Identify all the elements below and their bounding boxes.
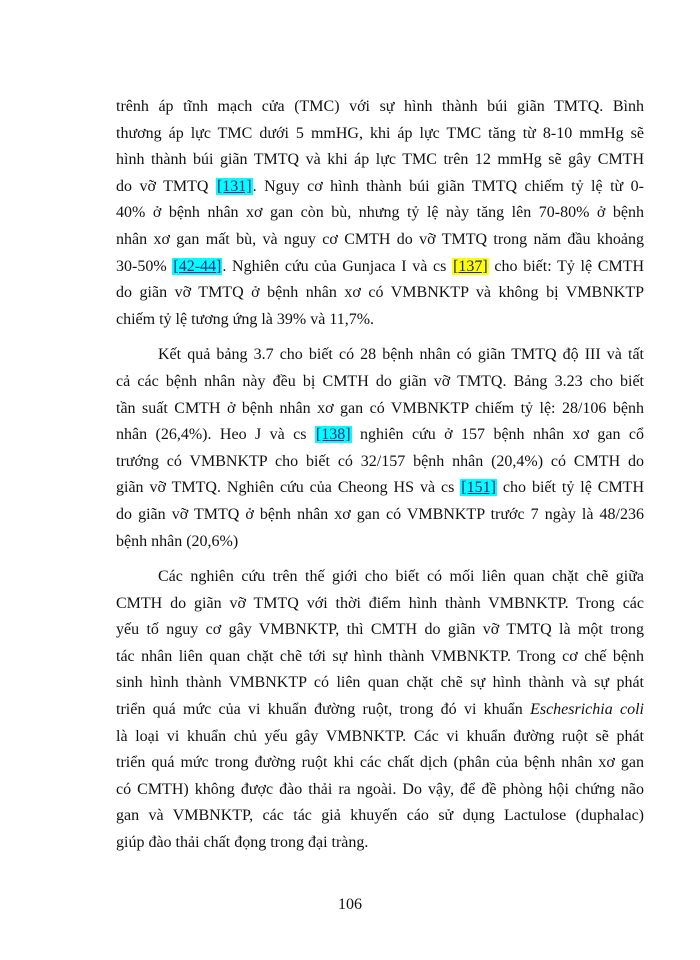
text-line: có CMTH) không được đào thải ra ngoài. Do vậy, để đề phòng hội chứng não: [116, 780, 644, 798]
text-run: do vỡ TMTQ: [116, 177, 216, 195]
text-run: . Nghiên cứu của Gunjaca I và cs: [222, 257, 453, 275]
paragraph-1: [116, 94, 644, 333]
text-line: triển quá mức trong đường ruột khi các chất dịch (phân của bệnh nhân xơ gan: [116, 754, 644, 772]
text-run: cho biết tỷ lệ CMTH: [496, 479, 645, 497]
text-line: yếu tố nguy cơ gây VMBNKTP, thì CMTH do giãn vỡ TMTQ là một trong: [116, 621, 644, 639]
citation-link[interactable]: [131]: [216, 177, 252, 195]
text-line: [116, 174, 644, 201]
text-line: nhân xơ gan mất bù, và nguy cơ CMTH do vỡ TMTQ trong năm đầu khoảng: [116, 230, 644, 248]
citation-link[interactable]: [151]: [461, 479, 496, 497]
citation-link[interactable]: [138]: [315, 426, 351, 444]
text-line: [116, 422, 644, 449]
text-line: [116, 254, 644, 281]
citation-link[interactable]: [42-44]: [173, 257, 222, 275]
page-number: 106: [338, 896, 362, 913]
text-line: chiếm tỷ lệ tương ứng là 39% và 11,7%.: [116, 310, 375, 328]
text-line: Các nghiên cứu trên thế giới cho biết có mối liên quan chặt chẽ giữa: [158, 568, 644, 586]
text-line: sinh hình thành VMBNKTP có liên quan chặt chẽ sự hình thành và sự phát: [116, 674, 644, 692]
text-line: 40% ở bệnh nhân xơ gan còn bù, nhưng tỷ lệ này tăng lên 70-80% ở bệnh: [116, 204, 644, 222]
text-line: CMTH do giãn vỡ TMTQ với thời điểm hình thành VMBNKTP. Trong các: [116, 594, 644, 612]
paragraph-2: [116, 342, 644, 555]
body-text: [116, 94, 644, 857]
text-line: bệnh nhân (20,6%): [116, 532, 239, 550]
text-line: trướng có VMBNKTP cho biết có 32/157 bệnh nhân (20,4%) có CMTH do: [116, 452, 644, 470]
text-line: hình thành búi giãn TMTQ và khi áp lực TMC trên 12 mmHg sẽ gây CMTH: [116, 151, 644, 169]
text-run: triển quá mức của vi khuẩn đường ruột, trong đó vi khuẩn: [116, 701, 531, 719]
text-line: do giãn vỡ TMTQ ở bệnh nhân xơ có VMBNKTP và không bị VMBNKTP: [116, 284, 644, 302]
paragraph-gap: [116, 333, 644, 342]
text-line: cả các bệnh nhân này đều bị CMTH do giãn vỡ TMTQ. Bảng 3.23 cho biết: [116, 372, 644, 390]
text-line: tần suất CMTH ở bệnh nhân xơ gan có VMBNKTP chiếm tỷ lệ: 28/106 bệnh: [116, 399, 644, 417]
text-run: nhân (26,4%). Heo J và cs: [116, 426, 315, 444]
text-line: tác nhân liên quan chặt chẽ tới sự hình thành VMBNKTP. Trong cơ chế bệnh: [116, 647, 644, 665]
text-line: trênh áp tĩnh mạch cửa (TMC) với sự hình thành búi giãn TMTQ. Bình: [116, 98, 644, 115]
text-line: là loại vi khuẩn chủ yếu gây VMBNKTP. Các vi khuẩn đường ruột sẽ phát: [116, 727, 644, 745]
text-line: do giãn vỡ TMTQ ở bệnh nhân xơ gan có VMBNKTP trước 7 ngày là 48/236: [116, 505, 644, 523]
text-line: gan và VMBNKTP, các tác giả khuyến cáo sử dụng Lactulose (duphalac): [116, 807, 644, 825]
text-line: Kết quả bảng 3.7 cho biết có 28 bệnh nhân có giãn TMTQ độ III và tất: [158, 346, 644, 364]
text-run: 30-50%: [116, 257, 173, 275]
paragraph-gap: [116, 555, 644, 564]
text-line: giúp đào thải chất đọng trong đại tràng.: [116, 834, 369, 852]
italic-term: Eschesrichia coli: [530, 701, 645, 719]
text-line: [116, 697, 644, 724]
text-run: giãn vỡ TMTQ. Nghiên cứu của Cheong HS và cs: [116, 479, 461, 497]
text-line: thương áp lực TMC dưới 5 mmHG, khi áp lực TMC tăng từ 8-10 mmHg sẽ: [116, 124, 644, 142]
paragraph-3: [116, 564, 644, 857]
text-run: cho biết: Tỷ lệ CMTH: [488, 257, 645, 275]
text-run: nghiên cứu ở 157 bệnh nhân xơ gan cổ: [351, 426, 644, 444]
citation-link[interactable]: [137]: [453, 257, 488, 275]
text-run: . Nguy cơ hình thành búi giãn TMTQ chiếm tỷ lệ từ 0-: [252, 177, 645, 195]
text-line: [116, 475, 644, 502]
